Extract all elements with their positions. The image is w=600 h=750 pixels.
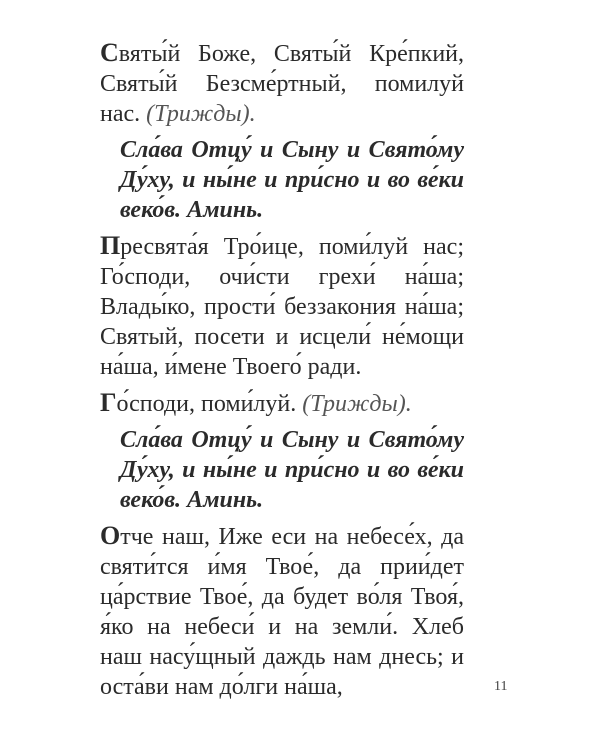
- paragraph-holy-trinity: [100, 231, 464, 382]
- paragraph-trisagion: [100, 38, 464, 129]
- rubric: (Трижды).: [302, 391, 412, 417]
- paragraph-text: тче наш, Иже еси на небесе́х, да святи́тся и́мя Твое́, да прии́дет ца́рствие Твое́, да будет во́ля Твоя́, я́ко на небеси́ и на земли́. Хлеб наш насу́щный даждь нам днесь; и оста́ви нам до́лги на́ша,: [100, 524, 464, 700]
- paragraph-text: о́споди, поми́луй.: [116, 391, 297, 417]
- paragraph-text: ресвята́я Тро́ице, поми́луй нас; Го́споди, очи́сти грехи́ на́ша; Влады́ко, прости́ беззакония на́ша; Святый, посети и исцели́ не́мощи на́ша, и́мене Твоего́ ради.: [100, 234, 464, 380]
- paragraph-glory: Сла́ва Отцу́ и Сыну и Свято́му Ду́ху, и ны́не и при́сно и во ве́ки веко́в. Аминь.: [120, 427, 464, 513]
- drop-initial: Г: [100, 388, 117, 417]
- rubric: (Трижды).: [146, 101, 256, 127]
- drop-initial: С: [100, 38, 119, 67]
- drop-initial: П: [100, 231, 121, 260]
- paragraph-our-father: [100, 521, 464, 702]
- paragraph-text: вяты́й Боже, Святы́й Кре́пкий, Святы́й Безсме́ртный, помилуй нас.: [100, 41, 464, 127]
- page-number: 11: [494, 679, 508, 694]
- paragraph-lord-have-mercy: [100, 388, 464, 419]
- prayer-text: [100, 38, 464, 708]
- drop-initial: О: [100, 521, 121, 550]
- paragraph-glory: Сла́ва Отцу́ и Сыну и Свято́му Ду́ху, и ны́не и при́сно и во ве́ки веко́в. Аминь.: [120, 137, 464, 223]
